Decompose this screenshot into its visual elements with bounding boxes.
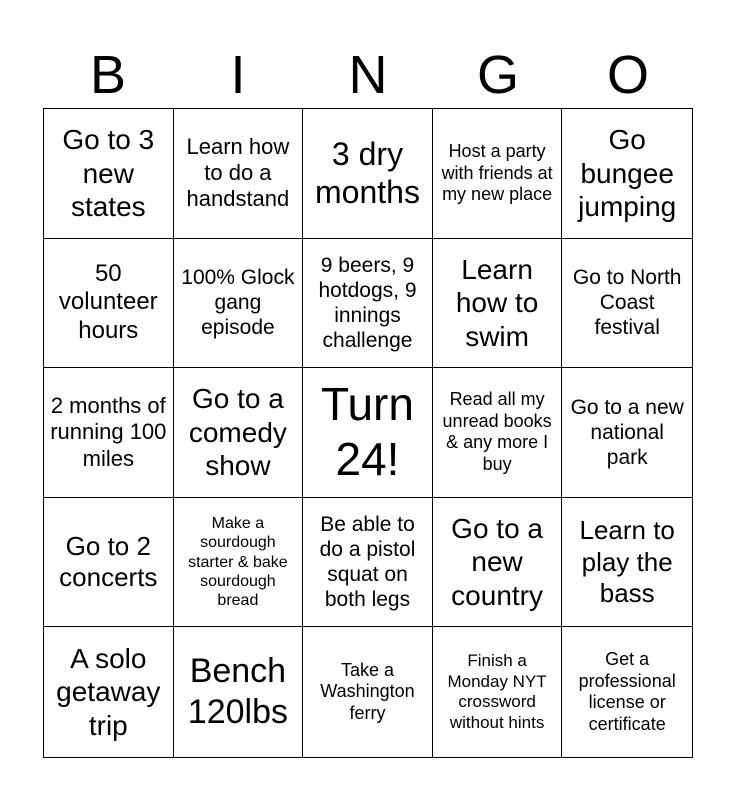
bingo-cell-r1-c3[interactable] bbox=[303, 109, 433, 239]
bingo-cell-r5-c4[interactable] bbox=[433, 627, 563, 757]
bingo-cell-r1-c4[interactable] bbox=[433, 109, 563, 239]
bingo-cell-r5-c5[interactable] bbox=[562, 627, 692, 757]
bingo-cell-r5-c3[interactable] bbox=[303, 627, 433, 757]
bingo-cell-text: Be able to do a pistol squat on both legs bbox=[319, 512, 416, 612]
bingo-cell-r3-c4[interactable] bbox=[433, 368, 563, 498]
bingo-cell-r4-c2[interactable] bbox=[174, 498, 304, 628]
bingo-cell-text: Learn how to swim bbox=[455, 253, 539, 352]
bingo-cell-r2-c3[interactable] bbox=[303, 239, 433, 369]
bingo-cell-text: A solo getaway trip bbox=[56, 642, 161, 741]
header-letter-o: O bbox=[606, 45, 649, 105]
bingo-cell-text: Go to 2 concerts bbox=[59, 530, 158, 593]
bingo-cell-r2-c4[interactable] bbox=[433, 239, 563, 369]
bingo-cell-text: Go to a new country bbox=[451, 512, 544, 611]
bingo-cell-r4-c4[interactable] bbox=[433, 498, 563, 628]
header-letter-n: N bbox=[348, 45, 388, 105]
bingo-cell-r5-c1[interactable] bbox=[44, 627, 174, 757]
bingo-cell-text: Go bungee jumping bbox=[578, 123, 677, 223]
bingo-cell-text: Bench 120lbs bbox=[187, 652, 288, 732]
bingo-cell-text: Make a sourdough starter & bake sourdough bread bbox=[188, 515, 288, 609]
bingo-cell-text: Turn 24! bbox=[321, 378, 414, 486]
bingo-cell-r5-c2[interactable] bbox=[174, 627, 304, 757]
bingo-cell-text: 9 beers, 9 hotdogs, 9 innings challenge bbox=[318, 253, 417, 353]
header-letter-g: G bbox=[476, 45, 519, 105]
bingo-cell-text: 3 dry months bbox=[315, 135, 420, 211]
bingo-cell-text: 50 volunteer hours bbox=[58, 259, 158, 345]
header-letter-b: B bbox=[89, 45, 127, 105]
bingo-cell-r3-c1[interactable] bbox=[44, 368, 174, 498]
bingo-cell-r3-c2[interactable] bbox=[174, 368, 304, 498]
bingo-cell-text: Go to a new national park bbox=[570, 395, 684, 470]
bingo-cell-r3-c3[interactable] bbox=[303, 368, 433, 498]
bingo-header bbox=[43, 42, 693, 108]
bingo-cell-r1-c1[interactable] bbox=[44, 109, 174, 239]
header-letter-i: I bbox=[230, 45, 246, 105]
bingo-board bbox=[43, 108, 693, 758]
bingo-cell-text: Host a party with friends at my new place bbox=[441, 140, 553, 205]
bingo-cell-r2-c1[interactable] bbox=[44, 239, 174, 369]
bingo-cell-text: Get a professional license or certificate bbox=[578, 649, 676, 734]
bingo-cell-r1-c5[interactable] bbox=[562, 109, 692, 239]
bingo-cell-text: 2 months of running 100 miles bbox=[50, 392, 167, 471]
bingo-cell-text: Read all my unread books & any more I buy bbox=[442, 389, 552, 475]
bingo-cell-text: 100% Glock gang episode bbox=[181, 266, 295, 340]
bingo-cell-r2-c2[interactable] bbox=[174, 239, 304, 369]
bingo-cell-text: Go to a comedy show bbox=[188, 383, 287, 482]
bingo-cell-text: Take a Washington ferry bbox=[320, 659, 415, 723]
bingo-cell-text: Finish a Monday NYT crossword without hints bbox=[447, 651, 547, 732]
bingo-cell-r3-c5[interactable] bbox=[562, 368, 692, 498]
bingo-cell-text: Go to North Coast festival bbox=[572, 266, 682, 340]
bingo-cell-text: Learn to play the bass bbox=[579, 515, 675, 608]
bingo-cell-r4-c1[interactable] bbox=[44, 498, 174, 628]
bingo-cell-r4-c5[interactable] bbox=[562, 498, 692, 628]
bingo-cell-r1-c2[interactable] bbox=[174, 109, 304, 239]
bingo-cell-text: Learn how to do a handstand bbox=[186, 133, 290, 212]
bingo-cell-r2-c5[interactable] bbox=[562, 239, 692, 369]
bingo-cell-r4-c3[interactable] bbox=[303, 498, 433, 628]
bingo-cell-text: Go to 3 new states bbox=[62, 123, 155, 223]
